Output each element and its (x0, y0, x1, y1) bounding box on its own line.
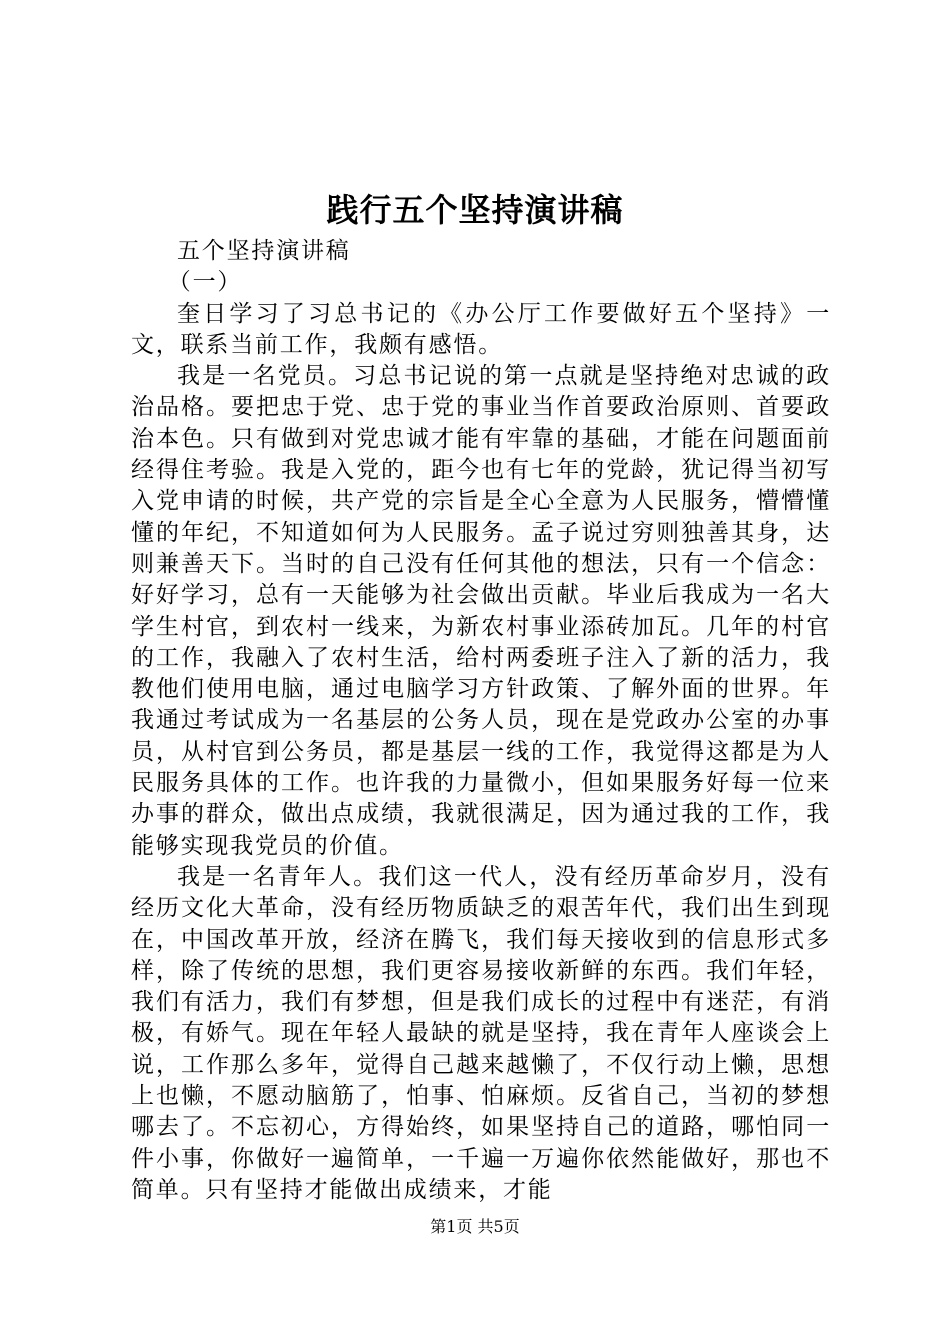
paragraph-3: 我是一名青年人。我们这一代人，没有经历革命岁月，没有经历文化大革命，没有经历物质缺乏的艰苦年代，我们出生到现在，中国改革开放，经济在腾飞，我们每天接收到的信息形式多样，除了传统的思想，我们更容易接收新鲜的东西。我们年轻，我们有活力，我们有梦想，但是我们成长的过程中有迷茫，有消极，有娇气。现在年轻人最缺的就是坚持，我在青年人座谈会上说，工作那么多年，觉得自己越来越懒了，不仅行动上懒，思想上也懒，不愿动脑筋了，怕事、怕麻烦。反省自己，当初的梦想哪去了。不忘初心，方得始终，如果坚持自己的道路，哪怕同一件小事，你做好一遍简单，一千遍一万遍你依然能做好，那也不简单。只有坚持才能做出成绩来，才能 (131, 863, 831, 1203)
paragraph-2: 我是一名党员。习总书记说的第一点就是坚持绝对忠诚的政治品格。要把忠于党、忠于党的事业当作首要政治原则、首要政治本色。只有做到对党忠诚才能有牢靠的基础，才能在问题面前经得住考验。我是入党的，距今也有七年的党龄，犹记得当初写入党申请的时候，共产党的宗旨是全心全意为人民服务，懵懵懂懂的年纪，不知道如何为人民服务。孟子说过穷则独善其身，达则兼善天下。当时的自己没有任何其他的想法，只有一个信念：好好学习，总有一天能够为社会做出贡献。毕业后我成为一名大学生村官，到农村一线来，为新农村事业添砖加瓦。几年的村官的工作，我融入了农村生活，给村两委班子注入了新的活力，我教他们使用电脑，通过电脑学习方针政策、了解外面的世界。年我通过考试成为一名基层的公务人员，现在是党政办公室的办事员，从村官到公务员，都是基层一线的工作，我觉得这都是为人民服务具体的工作。也许我的力量微小，但如果服务好每一位来办事的群众，做出点成绩，我就很满足，因为通过我的工作，我能够实现我党员的价值。 (131, 363, 831, 859)
document-subtitle: 五个坚持演讲稿 (177, 238, 351, 264)
section-marker: （一） (167, 269, 243, 296)
document-title: 践行五个坚持演讲稿 (326, 191, 624, 229)
document-body (131, 236, 831, 1206)
page-footer: 第1页 共5页 (430, 1217, 520, 1236)
paragraph-1: 奎日学习了习总书记的《办公厅工作要做好五个坚持》一文，联系当前工作，我颇有感悟。 (131, 300, 831, 358)
